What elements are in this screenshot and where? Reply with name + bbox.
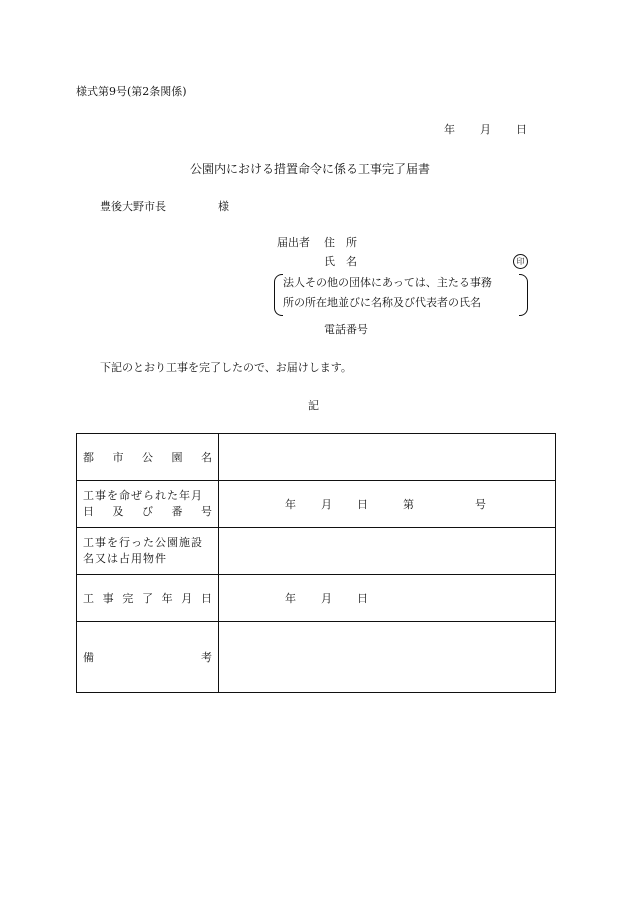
- order-label-line2-char: 号: [201, 505, 212, 518]
- facility-value[interactable]: [219, 528, 556, 575]
- order-label-line2-char: び: [142, 505, 153, 518]
- applicant-heading: 届出者: [277, 236, 310, 249]
- completion-label-char: 事: [102, 592, 114, 605]
- park-name-label-char: 名: [201, 451, 212, 464]
- order-month: 月: [321, 498, 332, 511]
- park-name-label: [83, 449, 212, 465]
- corporate-note-line2: 所の所在地並びに名称及び代表者の氏名: [283, 296, 481, 309]
- right-bracket: [519, 274, 528, 316]
- remarks-label-cell: [77, 622, 219, 693]
- completion-label: [83, 590, 212, 606]
- facility-label-line1: 工事を行った公園施設: [83, 536, 203, 549]
- row-facility: [77, 528, 556, 575]
- remarks-label-right: 考: [201, 651, 212, 664]
- address-label: 住 所: [324, 236, 357, 249]
- addressee-name: 豊後大野市長: [100, 200, 166, 213]
- order-value-cell[interactable]: [219, 481, 556, 528]
- remarks-value[interactable]: [219, 622, 556, 693]
- order-day: 日: [357, 498, 368, 511]
- completion-value-cell[interactable]: [219, 575, 556, 622]
- details-table: [76, 433, 556, 693]
- order-go: 号: [475, 498, 486, 511]
- park-name-label-char: 都: [83, 451, 94, 464]
- completion-label-char: 完: [122, 592, 134, 605]
- date-month: 月: [480, 123, 491, 136]
- ki-heading: 記: [308, 399, 319, 412]
- park-name-label-cell: [77, 434, 219, 481]
- left-bracket: [274, 274, 283, 316]
- completion-month: 月: [321, 592, 332, 605]
- phone-label: 電話番号: [324, 323, 368, 336]
- remarks-label-left: 備: [83, 651, 94, 664]
- order-dai: 第: [403, 498, 414, 511]
- order-label-line2: [83, 504, 212, 520]
- park-name-value[interactable]: [219, 434, 556, 481]
- park-name-label-char: 園: [171, 451, 183, 464]
- order-label-line1: 工事を命ぜられた年月: [83, 489, 203, 502]
- order-label-line2-char: 番: [171, 505, 183, 518]
- completion-label-char: 日: [200, 592, 212, 605]
- completion-year: 年: [285, 592, 296, 605]
- row-remarks: [77, 622, 556, 693]
- row-order: [77, 481, 556, 528]
- completion-day: 日: [357, 592, 368, 605]
- date-day: 日: [516, 123, 527, 136]
- row-park-name: [77, 434, 556, 481]
- facility-label-line2: 名又は占用物件: [83, 552, 167, 565]
- date-year: 年: [444, 123, 455, 136]
- corporate-note-line1: 法人その他の団体にあっては、主たる事務: [283, 276, 492, 289]
- completion-label-char: 了: [141, 592, 153, 605]
- body-text: 下記のとおり工事を完了したので、お届けします。: [100, 361, 352, 374]
- order-label-line2-char: 日: [83, 505, 94, 518]
- completion-label-char: 年: [161, 592, 173, 605]
- seal-mark: 印: [513, 254, 528, 269]
- remarks-label: [83, 649, 212, 665]
- facility-label-cell: [77, 528, 219, 575]
- completion-label-char: 月: [181, 592, 193, 605]
- completion-label-cell: [77, 575, 219, 622]
- order-label-line2-char: 及: [112, 505, 124, 518]
- order-year: 年: [285, 498, 296, 511]
- order-label-cell: [77, 481, 219, 528]
- name-label: 氏 名: [324, 255, 357, 268]
- completion-label-char: 工: [83, 592, 94, 605]
- park-name-label-char: 公: [142, 451, 153, 464]
- park-name-label-char: 市: [112, 451, 124, 464]
- document-title: 公園内における措置命令に係る工事完了届書: [190, 162, 431, 176]
- addressee-honorific: 様: [218, 200, 229, 213]
- row-completion: [77, 575, 556, 622]
- form-number: 様式第9号(第2条関係): [76, 85, 187, 98]
